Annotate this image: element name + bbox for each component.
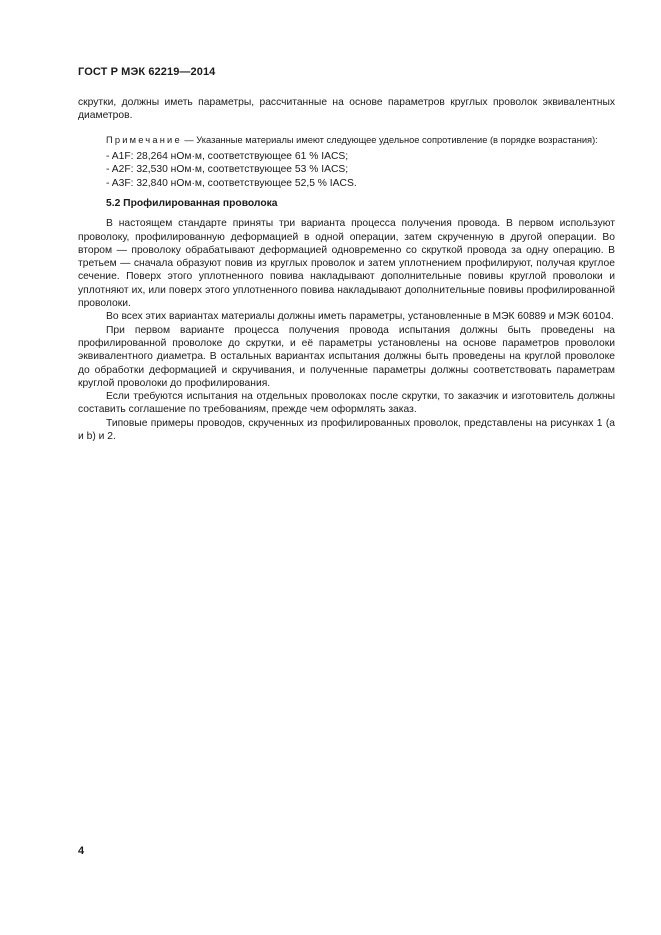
paragraph-process-variants: В настоящем стандарте приняты три варианта процесса получения провода. В первом используют проволоку, профилированную деформацией в одной операции, затем скрученную в другой операции. Во втором — проволоку обрабатывают деформацией одновременно со скруткой провода за одну операцию. В третьем — сначала образуют повив из круглых проволок и затем уплотнением профилируют, получая круглое сечение. Поверх этого уплотненного повива накладывают дополнительные повивы круглой проволоки и уплотняют их, или поверх этого уплотненного повива накладывают дополнительные повивы профилированной проволоки. <box>78 218 615 310</box>
materials-list <box>78 150 615 190</box>
page-content <box>78 96 615 443</box>
paragraph-agreement: Если требуются испытания на отдельных проволоках после скрутки, то заказчик и изготовитель должны составить соглашение по требованиям, прежде чем оформлять заказ. <box>78 391 615 416</box>
paragraph-examples: Типовые примеры проводов, скрученных из профилированных проволок, представлены на рисунках 1 (a и b) и 2. <box>78 417 615 443</box>
section-title: 5.2 Профилированная проволока <box>106 197 278 209</box>
material-item-a1f: - A1F: 28,264 нОм·м, соответствующее 61 % IACS; <box>106 151 349 163</box>
intro-paragraph: скрутки, должны иметь параметры, рассчитанные на основе параметров круглых проволок эквивалентных диаметров. <box>78 97 615 122</box>
note-label: Примечание <box>106 134 182 145</box>
document-header: ГОСТ Р МЭК 62219—2014 <box>78 66 216 78</box>
note-text: — Указанные материалы имеют следующее удельное сопротивление (в порядке возрастания): <box>181 134 598 145</box>
material-item-a3f: - A3F: 32,840 нОм·м, соответствующее 52,5 % IACS. <box>106 177 357 189</box>
material-item-a2f: - A2F: 32,530 нОм·м, соответствующее 53 % IACS; <box>106 164 349 176</box>
paragraph-material-parameters: Во всех этих вариантах материалы должны иметь параметры, установленные в МЭК 60889 и МЭК 60104. <box>106 311 614 323</box>
paragraph-testing: При первом варианте процесса получения провода испытания должны быть проведены на профилированной проволоке до скрутки, и её параметры установлены на основе параметров проволоки эквивалентного диаметра. В остальных вариантах испытания должны быть проведены на круглой проволоке до обработки деформацией и скручивания, и полученные параметры должны соответствовать параметрам круглой проволоки до профилирования. <box>78 324 615 389</box>
note <box>78 134 615 147</box>
page-number: 4 <box>78 845 85 857</box>
